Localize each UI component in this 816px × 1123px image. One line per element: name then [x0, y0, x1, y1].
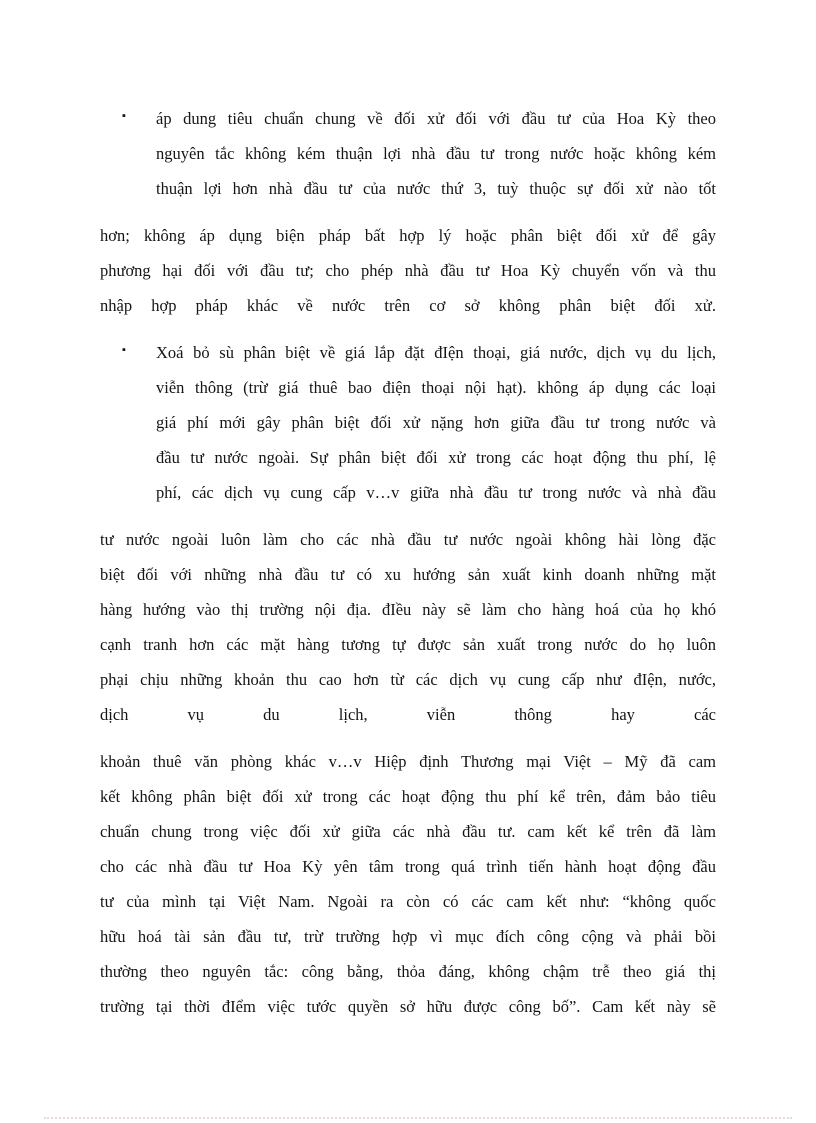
text-line: tư của mình tại Việt Nam. Ngoài ra còn có các cam kết như: “không quốc	[100, 892, 716, 911]
bullet-item-1-text	[156, 101, 716, 206]
text-line: tư nước ngoài luôn làm cho các nhà đầu tư nước ngoài không hài lòng đặc	[100, 530, 716, 549]
bullet-square-icon: ▪	[122, 344, 126, 356]
bullet-square-icon: ▪	[122, 110, 126, 122]
text-line: cạnh tranh hơn các mặt hàng tương tự được sản xuất trong nước do họ luôn	[100, 635, 716, 654]
text-line: phương hại đối với đầu tư; cho phép nhà đầu tư Hoa Kỳ chuyển vốn và thu	[100, 261, 716, 280]
text-line: đầu tư nước ngoài. Sự phân biệt đối xử trong các hoạt động thu phí, lệ	[156, 448, 716, 467]
text-line: biệt đối với những nhà đầu tư có xu hướng sản xuất kinh doanh những mặt	[100, 565, 716, 584]
bullet-item-2	[100, 335, 716, 510]
text-line: viễn thông (trừ giá thuê bao điện thoại nội hạt). không áp dụng các loại	[156, 378, 716, 397]
paragraph-3	[100, 744, 716, 1024]
text-line: phí, các dịch vụ cung cấp v…v giữa nhà đầu tư trong nước và nhà đầu	[156, 483, 716, 502]
bullet-item-1	[100, 101, 716, 206]
text-line: Xoá bỏ sù phân biệt về giá lắp đặt đIện thoại, giá nước, dịch vụ du lịch,	[156, 343, 716, 362]
text-line: giá phí mới gây phân biệt đối xử nặng hơn giữa đầu tư trong nước và	[156, 413, 716, 432]
text-line: thường theo nguyên tắc: công bằng, thỏa đáng, không chậm trễ theo giá thị	[100, 962, 716, 981]
text-line: cho các nhà đầu tư Hoa Kỳ yên tâm trong quá trình tiến hành hoạt động đầu	[100, 857, 716, 876]
text-line: hơn; không áp dụng biện pháp bất hợp lý hoặc phân biệt đối xử để gây	[100, 226, 716, 245]
paragraph-2	[100, 522, 716, 732]
text-line: chuẩn chung trong việc đối xử giữa các nhà đầu tư. cam kết kể trên đã làm	[100, 822, 716, 841]
text-line: trường tại thời đIểm việc tước quyền sở hữu được công bố”. Cam kết này sẽ	[100, 997, 716, 1016]
text-line: nhập hợp pháp khác về nước trên cơ sở không phân biệt đối xử.	[100, 296, 716, 315]
text-line: phại chịu những khoản thu cao hơn từ các dịch vụ cung cấp như đIện, nước,	[100, 670, 716, 689]
text-line: hữu hoá tài sản đầu tư, trừ trường hợp vì mục đích công cộng và phải bồi	[100, 927, 716, 946]
text-line: kết không phân biệt đối xử trong các hoạt động thu phí kể trên, đảm bảo tiêu	[100, 787, 716, 806]
page-bottom-divider	[44, 1117, 792, 1119]
text-line: áp dung tiêu chuẩn chung về đối xử đối với đầu tư của Hoa Kỳ theo	[156, 109, 716, 128]
paragraph-1	[100, 218, 716, 323]
text-line: hàng hướng vào thị trường nội địa. đIều này sẽ làm cho hàng hoá của họ khó	[100, 600, 716, 619]
text-line: nguyên tắc không kém thuận lợi nhà đầu tư trong nước hoặc không kém	[156, 144, 716, 163]
document-content	[100, 96, 716, 1036]
text-line: dịch vụ du lịch, viễn thông hay các	[100, 705, 716, 724]
text-line: khoản thuê văn phòng khác v…v Hiệp định Thương mại Việt – Mỹ đã cam	[100, 752, 716, 771]
bullet-item-2-text	[156, 335, 716, 510]
text-line: thuận lợi hơn nhà đầu tư của nước thứ 3, tuỳ thuộc sự đối xử nào tốt	[156, 179, 716, 198]
